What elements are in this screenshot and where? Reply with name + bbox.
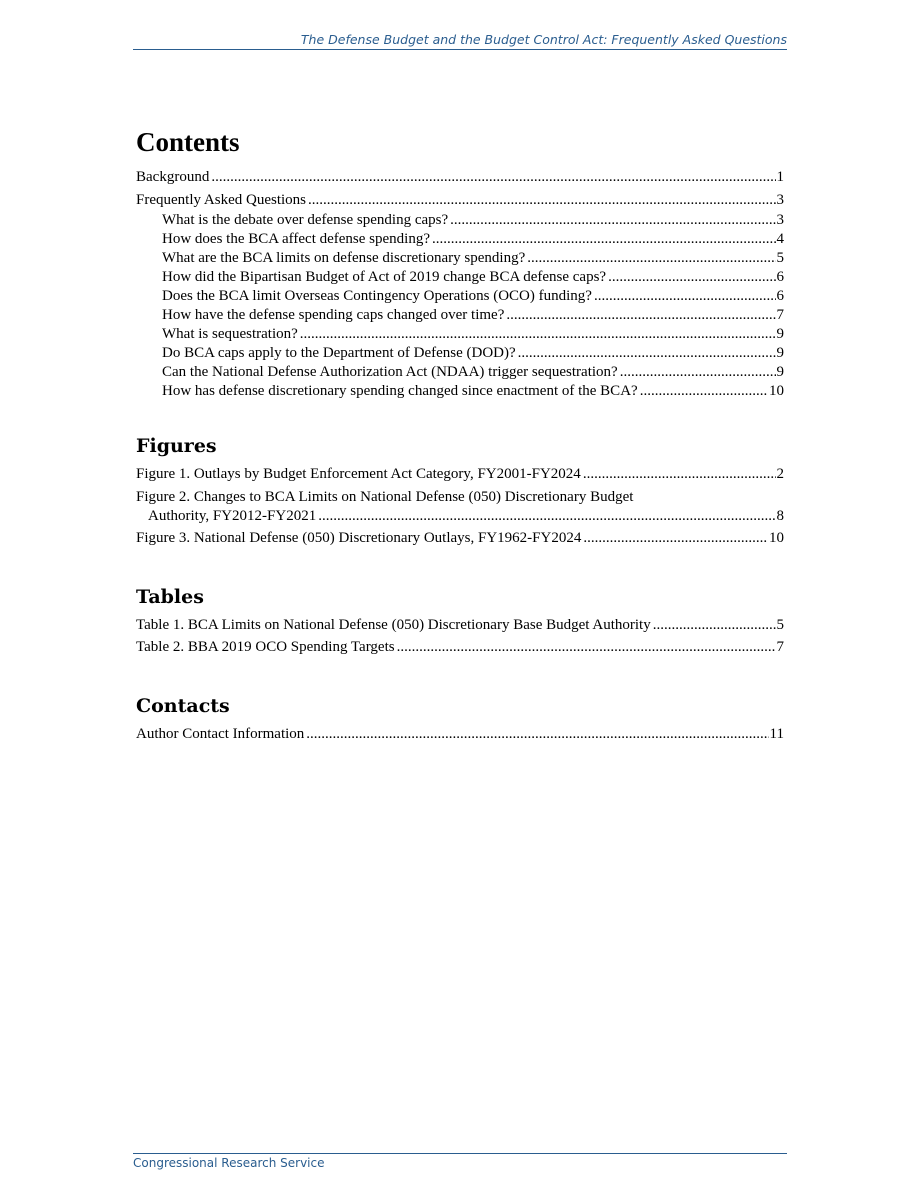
toc-subentry[interactable]: [136, 268, 784, 287]
toc-leader: [397, 638, 776, 657]
toc-entry-figure-3[interactable]: [136, 529, 784, 548]
toc-leader: [211, 168, 775, 187]
toc-entry-title: Do BCA caps apply to the Department of Defense (DOD)?: [162, 345, 516, 362]
toc-entry-page: 7: [776, 639, 784, 656]
toc-subentry[interactable]: [136, 249, 784, 268]
toc-entry-figure-1[interactable]: [136, 465, 784, 484]
toc-leader: [594, 287, 776, 306]
toc-leader: [432, 230, 776, 249]
toc-entry-page: 2: [776, 466, 784, 483]
toc-leader: [527, 249, 775, 268]
toc-entry-page: 3: [776, 211, 784, 228]
toc-entry-page: 3: [776, 191, 784, 208]
toc-entry-author-contact[interactable]: [136, 725, 784, 744]
section-gap: [136, 401, 784, 433]
toc-entry-table-1[interactable]: [136, 616, 784, 635]
toc-entry-title: Background: [136, 169, 210, 185]
toc-entry-title: What is the debate over defense spending caps?: [162, 211, 449, 228]
toc-entry-page: 5: [776, 249, 784, 266]
toc-leader: [640, 382, 768, 401]
toc-entry-title: Figure 3. National Defense (050) Discretionary Outlays, FY1962-FY2024: [136, 530, 582, 547]
toc-entry-title: Author Contact Information: [136, 725, 305, 742]
running-title: The Defense Budget and the Budget Control Act: Frequently Asked Questions: [300, 32, 787, 47]
toc-subentry[interactable]: [136, 211, 784, 230]
section-gap: [136, 661, 784, 693]
toc-entry-title: Does the BCA limit Overseas Contingency Operations (OCO) funding?: [162, 287, 592, 304]
toc-entry-continuation: [136, 507, 784, 526]
toc-entry-title: Table 2. BBA 2019 OCO Spending Targets: [136, 639, 395, 656]
toc-entry-page: 6: [776, 268, 784, 285]
toc-entry-title: What are the BCA limits on defense discretionary spending?: [162, 249, 526, 266]
toc-entry-title: Frequently Asked Questions: [136, 191, 306, 208]
toc-leader: [308, 191, 776, 210]
toc-leader: [450, 211, 775, 230]
toc-leader: [306, 725, 768, 744]
toc-subentry[interactable]: [136, 306, 784, 325]
toc-leader: [318, 507, 775, 526]
toc-entry-background[interactable]: [136, 168, 784, 187]
toc-entry-page: 1: [776, 169, 784, 185]
toc-entry-page: 9: [776, 345, 784, 362]
toc-entry-page: 5: [776, 616, 784, 633]
toc-entry-figure-2[interactable]: [136, 488, 784, 526]
toc-entry-title: How have the defense spending caps changed over time?: [162, 306, 505, 323]
table-of-contents: [136, 124, 784, 747]
toc-entry-page: 7: [776, 306, 784, 323]
page-footer: [133, 1153, 787, 1170]
toc-entry-page: 10: [769, 530, 784, 547]
toc-entry-title: Figure 1. Outlays by Budget Enforcement Act Category, FY2001-FY2024: [136, 466, 581, 483]
section-gap: [136, 552, 784, 584]
toc-entry-page: 9: [776, 326, 784, 343]
toc-subentry[interactable]: [136, 287, 784, 306]
toc-leader: [518, 344, 776, 363]
toc-entry-title: Can the National Defense Authorization Act (NDAA) trigger sequestration?: [162, 364, 618, 381]
running-header: [133, 32, 787, 50]
toc-leader: [583, 529, 768, 548]
toc-entry-title: How has defense discretionary spending changed since enactment of the BCA?: [162, 383, 638, 400]
toc-entry-page: 9: [776, 364, 784, 381]
toc-leader: [583, 465, 776, 484]
toc-leader: [608, 268, 775, 287]
toc-subentry[interactable]: [136, 382, 784, 401]
toc-entry-table-2[interactable]: [136, 638, 784, 657]
toc-entry-title: How did the Bipartisan Budget of Act of 2019 change BCA defense caps?: [162, 268, 607, 285]
toc-leader: [506, 306, 775, 325]
toc-subentry[interactable]: [136, 363, 784, 382]
toc-entry-page: 6: [776, 287, 784, 304]
toc-entry-title: What is sequestration?: [162, 326, 298, 343]
toc-entry-title-line1: Figure 2. Changes to BCA Limits on National Defense (050) Discretionary Budget: [136, 488, 634, 505]
contacts-heading: Contacts: [136, 694, 230, 717]
toc-leader: [620, 363, 776, 382]
figures-heading: Figures: [136, 435, 217, 458]
toc-entry-title: Table 1. BCA Limits on National Defense (050) Discretionary Base Budget Authority: [136, 616, 651, 633]
toc-leader: [653, 616, 776, 635]
toc-subentry[interactable]: [136, 230, 784, 249]
toc-entry-page: 10: [769, 383, 784, 400]
toc-entry-page: 4: [776, 230, 784, 247]
toc-entry-page: 11: [769, 725, 784, 742]
toc-subentry[interactable]: [136, 325, 784, 344]
toc-entry-title: How does the BCA affect defense spending?: [162, 230, 430, 247]
toc-entry-page: 8: [776, 507, 784, 524]
toc-entry-title-line2: Authority, FY2012-FY2021: [148, 507, 317, 524]
toc-entry-faq[interactable]: [136, 191, 784, 210]
tables-heading: Tables: [136, 585, 204, 608]
contents-heading: Contents: [136, 127, 240, 157]
toc-subentry[interactable]: [136, 344, 784, 363]
footer-publisher: Congressional Research Service: [133, 1156, 325, 1170]
toc-leader: [300, 325, 776, 344]
